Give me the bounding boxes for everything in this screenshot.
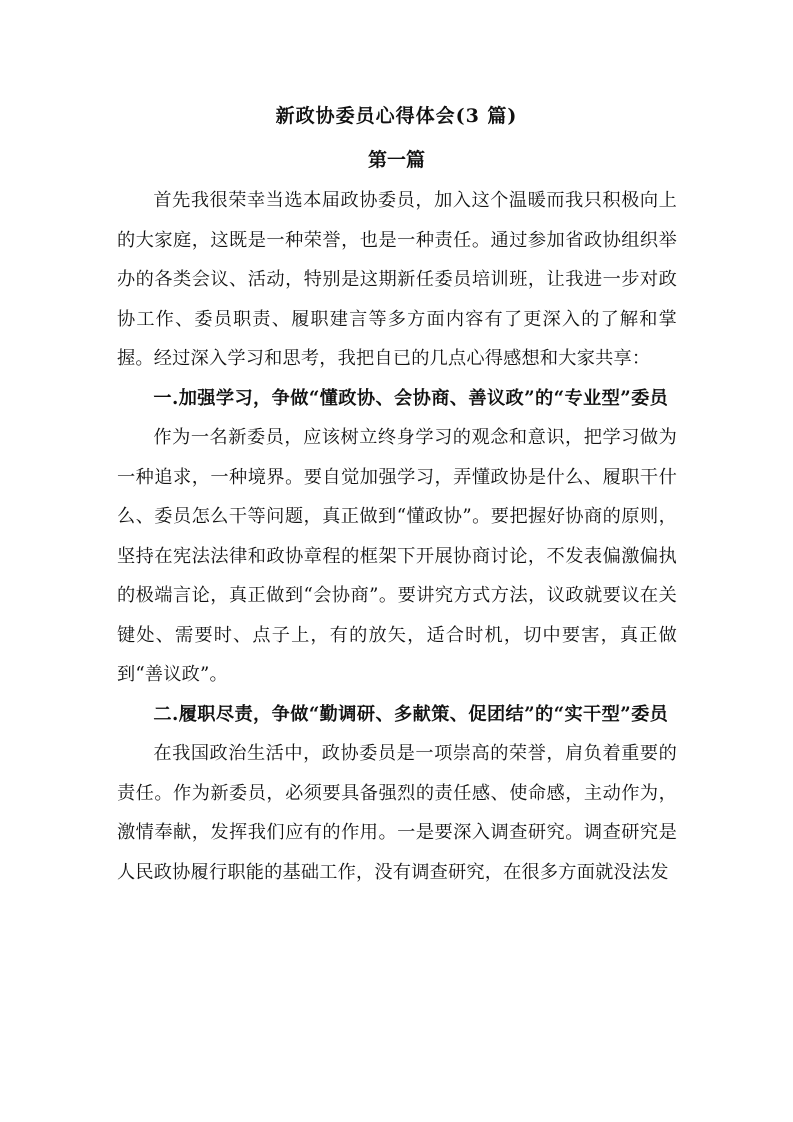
- document-body: [117, 181, 677, 892]
- intro-paragraph: 首先我很荣幸当选本届政协委员，加入这个温暖而我只积极向上的大家庭，这既是一种荣誉，也是一种责任。通过参加省政协组织举办的各类会议、活动，特别是这期新任委员培训班，让我进一步对政协工作、委员职责、履职建言等多方面内容有了更深入的了解和掌握。经过深入学习和思考，我把自已的几点心得感想和大家共享：: [117, 190, 677, 369]
- document-title: 新政协委员心得体会(3 篇): [275, 105, 518, 127]
- section-heading-1: 一.加强学习，争做“懂政协、会协商、善议政”的“专业型”委员: [153, 387, 669, 409]
- body-paragraph-1: 作为一名新委员，应该树立终身学习的观念和意识，把学习做为一种追求，一种境界。要自觉加强学习，弄懂政协是什么、履职干什么、委员怎么干等问题，真正做到“懂政协”。要把握好协商的原则，坚持在宪法法律和政协章程的框架下开展协商讨论，不发表偏激偏执的极端言论，真正做到“会协商”。要讲究方式方法，议政就要议在关键处、需要时、点子上，有的放矢，适合时机，切中要害，真正做到“善议政”。: [117, 427, 677, 685]
- section-heading-2: 二.履职尽责，争做“勤调研、多献策、促团结”的“实干型”委员: [153, 703, 669, 725]
- section-title: 第一篇: [367, 149, 425, 171]
- body-paragraph-2: 在我国政治生活中，政协委员是一项崇高的荣誉，肩负着重要的责任。作为新委员，必须要具备强烈的责任感、使命感，主动作为，激情奉献，发挥我们应有的作用。一是要深入调查研究。调查研究是人民政协履行职能的基础工作，没有调查研究，在很多方面就没法发: [117, 743, 677, 883]
